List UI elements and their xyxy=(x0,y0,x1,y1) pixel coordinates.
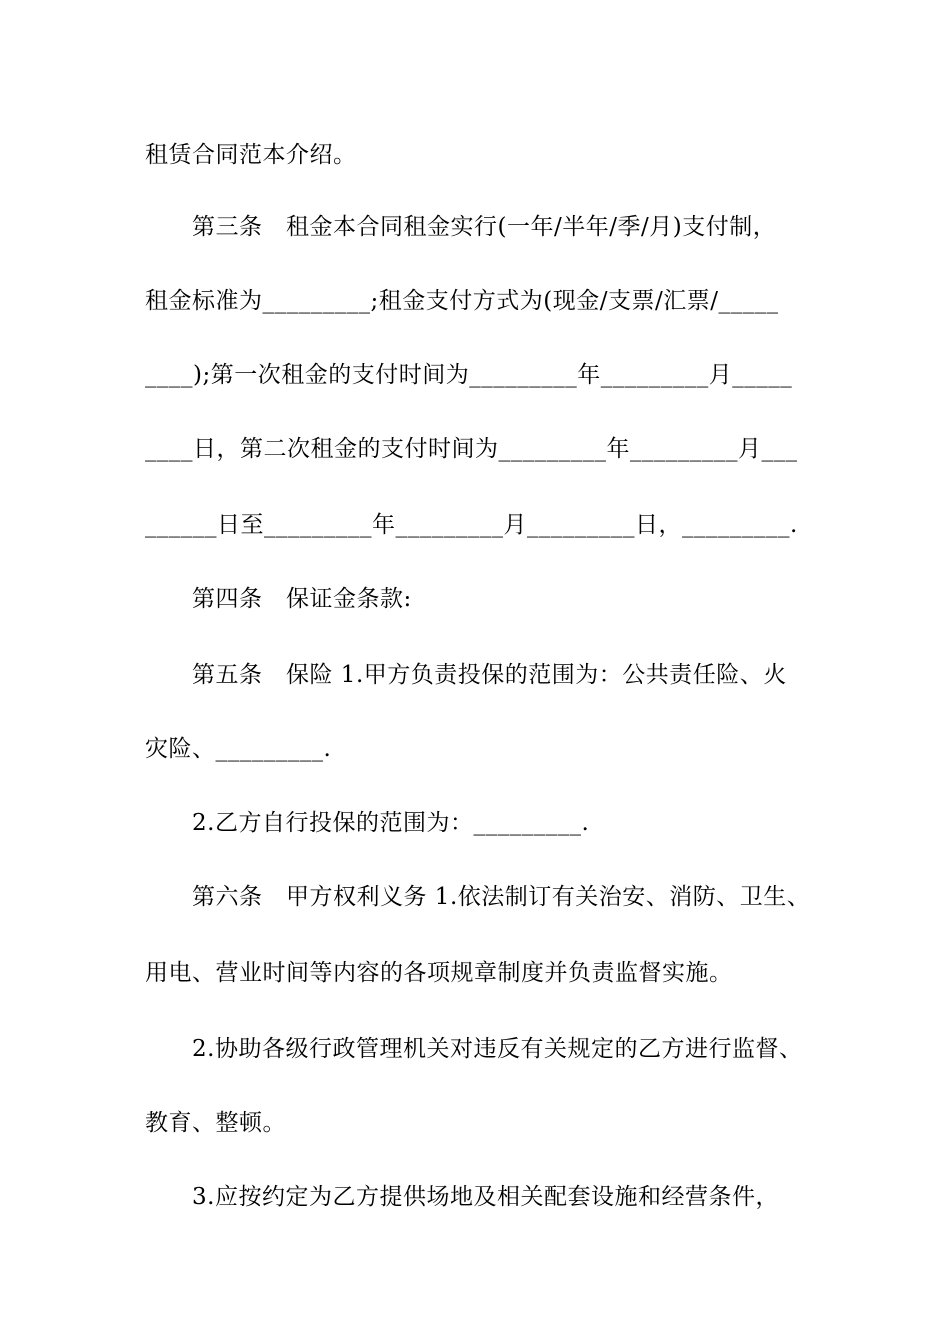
text-line: 第六条 甲方权利义务 1.依法制订有关治安、消防、卫生、 xyxy=(192,884,811,910)
text-line: ______日至_________年_________月_________日，_________. xyxy=(145,512,798,538)
text-line: 2.协助各级行政管理机关对违反有关规定的乙方进行监督、 xyxy=(192,1036,803,1062)
text-line: 租金标准为_________;租金支付方式为(现金/支票/汇票/_____ xyxy=(145,288,779,314)
text-line: 灾险、_________. xyxy=(145,736,332,762)
text-line: ____);第一次租金的支付时间为_________年_________月_____ xyxy=(145,362,793,388)
text-line: 第四条 保证金条款: xyxy=(192,586,412,612)
text-line: ____日，第二次租金的支付时间为_________年_________月___ xyxy=(145,436,798,462)
text-line: 租赁合同范本介绍。 xyxy=(145,142,357,168)
text-line: 用电、营业时间等内容的各项规章制度并负责监督实施。 xyxy=(145,960,733,986)
text-line: 2.乙方自行投保的范围为：_________. xyxy=(192,810,590,836)
text-line: 第五条 保险 1.甲方负责投保的范围为：公共责任险、火 xyxy=(192,662,787,688)
text-line: 3.应按约定为乙方提供场地及相关配套设施和经营条件， xyxy=(192,1184,779,1210)
text-line: 第三条 租金本合同租金实行(一年/半年/季/月)支付制， xyxy=(192,214,777,240)
text-line: 教育、整顿。 xyxy=(145,1110,286,1136)
